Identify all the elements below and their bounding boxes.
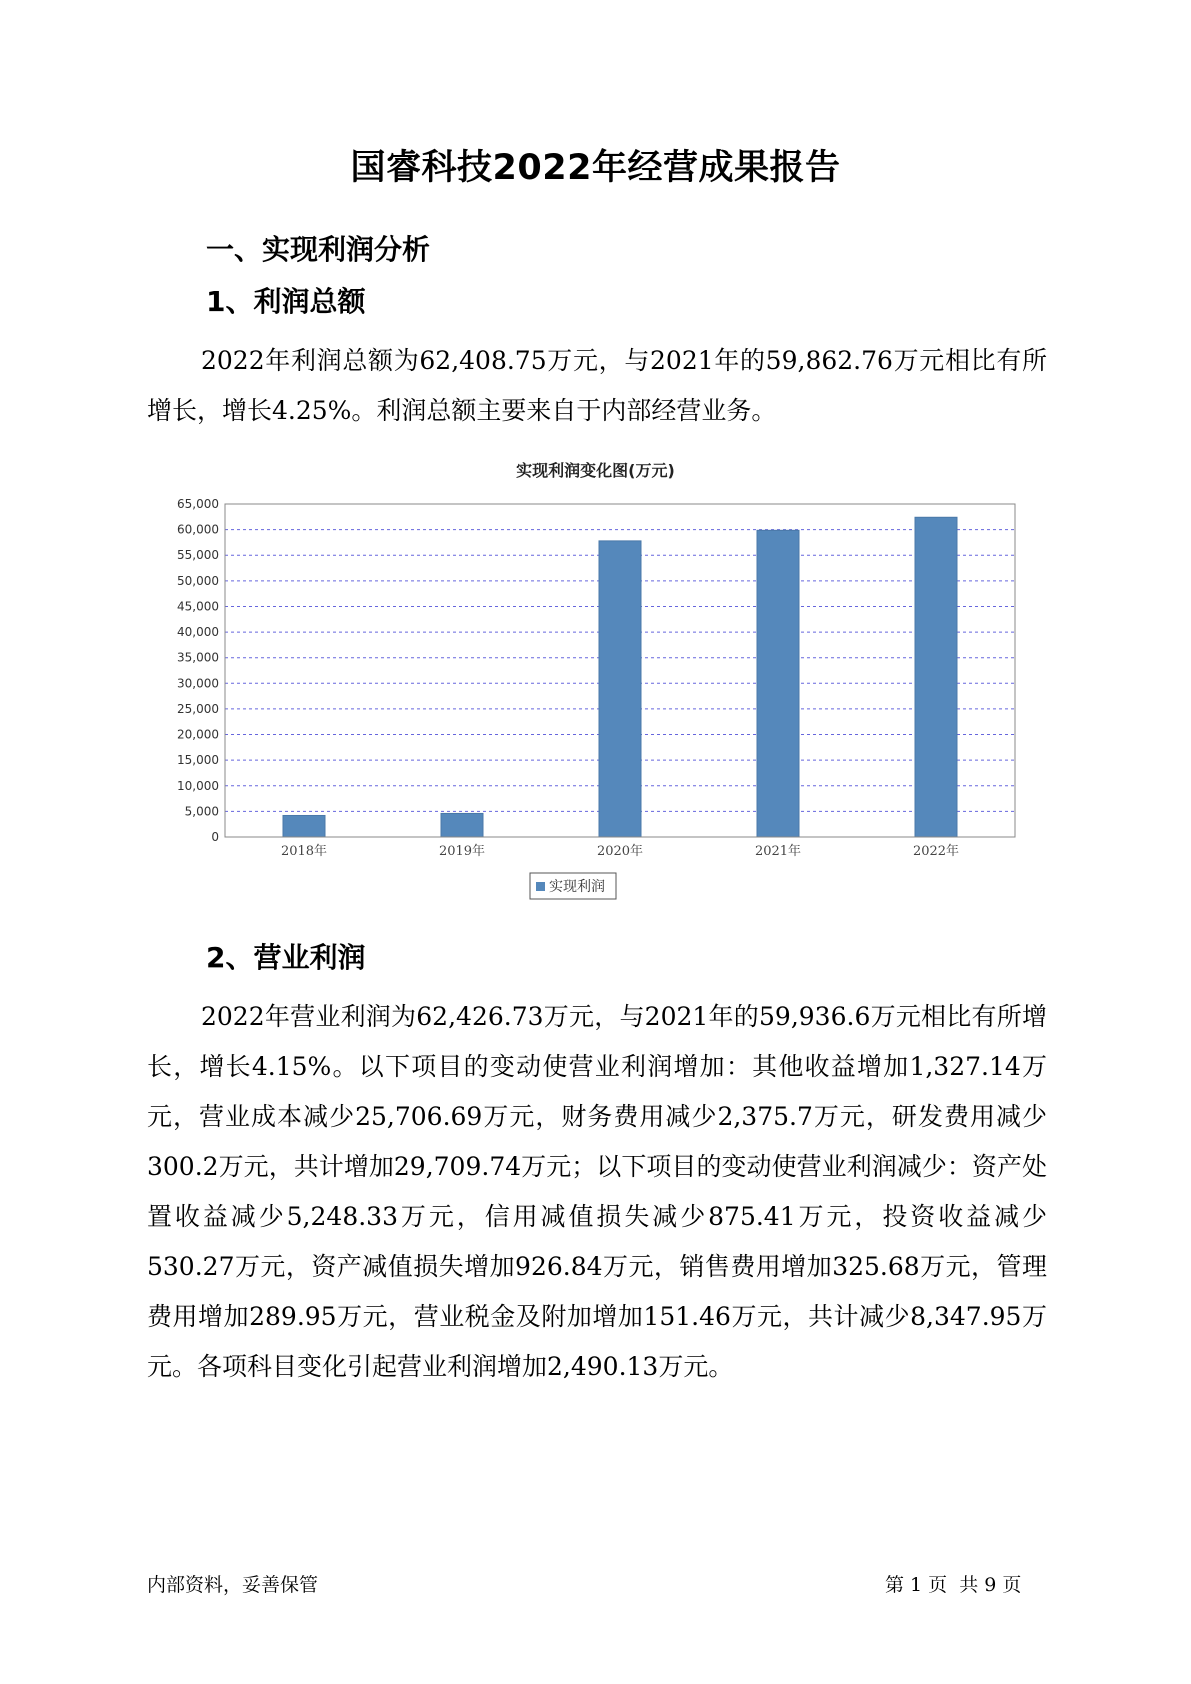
y-tick-label: 45,000 bbox=[177, 599, 219, 614]
y-tick-label: 55,000 bbox=[177, 548, 219, 563]
y-tick-label: 5,000 bbox=[184, 804, 219, 819]
y-tick-label: 20,000 bbox=[177, 727, 219, 742]
footer-page-number: 第 1 页 共 9 页 bbox=[885, 1574, 1022, 1596]
y-tick-label: 65,000 bbox=[177, 497, 219, 511]
y-tick-label: 25,000 bbox=[177, 701, 219, 716]
profit-bar-chart bbox=[150, 490, 1030, 900]
bar-4 bbox=[915, 517, 957, 837]
y-tick-label: 35,000 bbox=[177, 650, 219, 665]
x-tick-label: 2022年 bbox=[912, 844, 960, 859]
y-tick-label: 10,000 bbox=[177, 778, 219, 793]
bar-2 bbox=[599, 541, 641, 837]
chart-y-tick-labels bbox=[177, 497, 219, 844]
x-tick-label: 2018年 bbox=[280, 844, 328, 859]
legend-label: 实现利润 bbox=[549, 879, 605, 895]
y-tick-label: 60,000 bbox=[177, 522, 219, 537]
operating-profit-paragraph: 2022年营业利润为62,426.73万元，与2021年的59,936.6万元相比有所增长，增长4.15%。以下项目的变动使营业利润增加：其他收益增加1,327.14万元，营业成本减少25,706.69万元，财务费用减少2,375.7万元，研发费用减少300.2万元，共计增加29,709.74万元；以下项目的变动使营业利润减少：资产处置收益减少5,248.33万元，信用减值损失减少875.41万元，投资收益减少530.27万元，资产减值损失增加926.84万元，销售费用增加325.68万元，管理费用增加289.95万元，营业税金及附加增加151.46万元，共计减少8,347.95万元。各项科目变化引起营业利润增加2,490.13万元。 bbox=[147, 1002, 1047, 1381]
chart-legend bbox=[530, 873, 616, 899]
footer-confidential-note: 内部资料，妥善保管 bbox=[147, 1574, 319, 1596]
chart-title: 实现利润变化图(万元) bbox=[516, 461, 675, 480]
legend-swatch bbox=[536, 882, 545, 891]
x-tick-label: 2021年 bbox=[754, 844, 802, 859]
total-profit-paragraph: 2022年利润总额为62,408.75万元，与2021年的59,862.76万元相比有所增长，增长4.25%。利润总额主要来自于内部经营业务。 bbox=[147, 346, 1047, 425]
bar-1 bbox=[441, 813, 483, 837]
y-tick-label: 30,000 bbox=[177, 676, 219, 691]
subsection-heading-total-profit: 1、利润总额 bbox=[206, 285, 366, 318]
bar-0 bbox=[283, 815, 325, 837]
x-tick-label: 2020年 bbox=[596, 844, 644, 859]
chart-bars bbox=[225, 517, 1015, 837]
y-tick-label: 0 bbox=[211, 830, 219, 844]
section-heading-profit-analysis: 一、实现利润分析 bbox=[206, 233, 431, 266]
document-title: 国睿科技2022年经营成果报告 bbox=[350, 148, 841, 188]
subsection-heading-operating-profit: 2、营业利润 bbox=[206, 941, 366, 974]
chart-x-tick-labels bbox=[281, 843, 959, 859]
y-tick-label: 40,000 bbox=[177, 625, 219, 640]
y-tick-label: 15,000 bbox=[177, 753, 219, 768]
y-tick-label: 50,000 bbox=[177, 573, 219, 588]
bar-3 bbox=[757, 530, 799, 837]
x-tick-label: 2019年 bbox=[438, 844, 486, 859]
